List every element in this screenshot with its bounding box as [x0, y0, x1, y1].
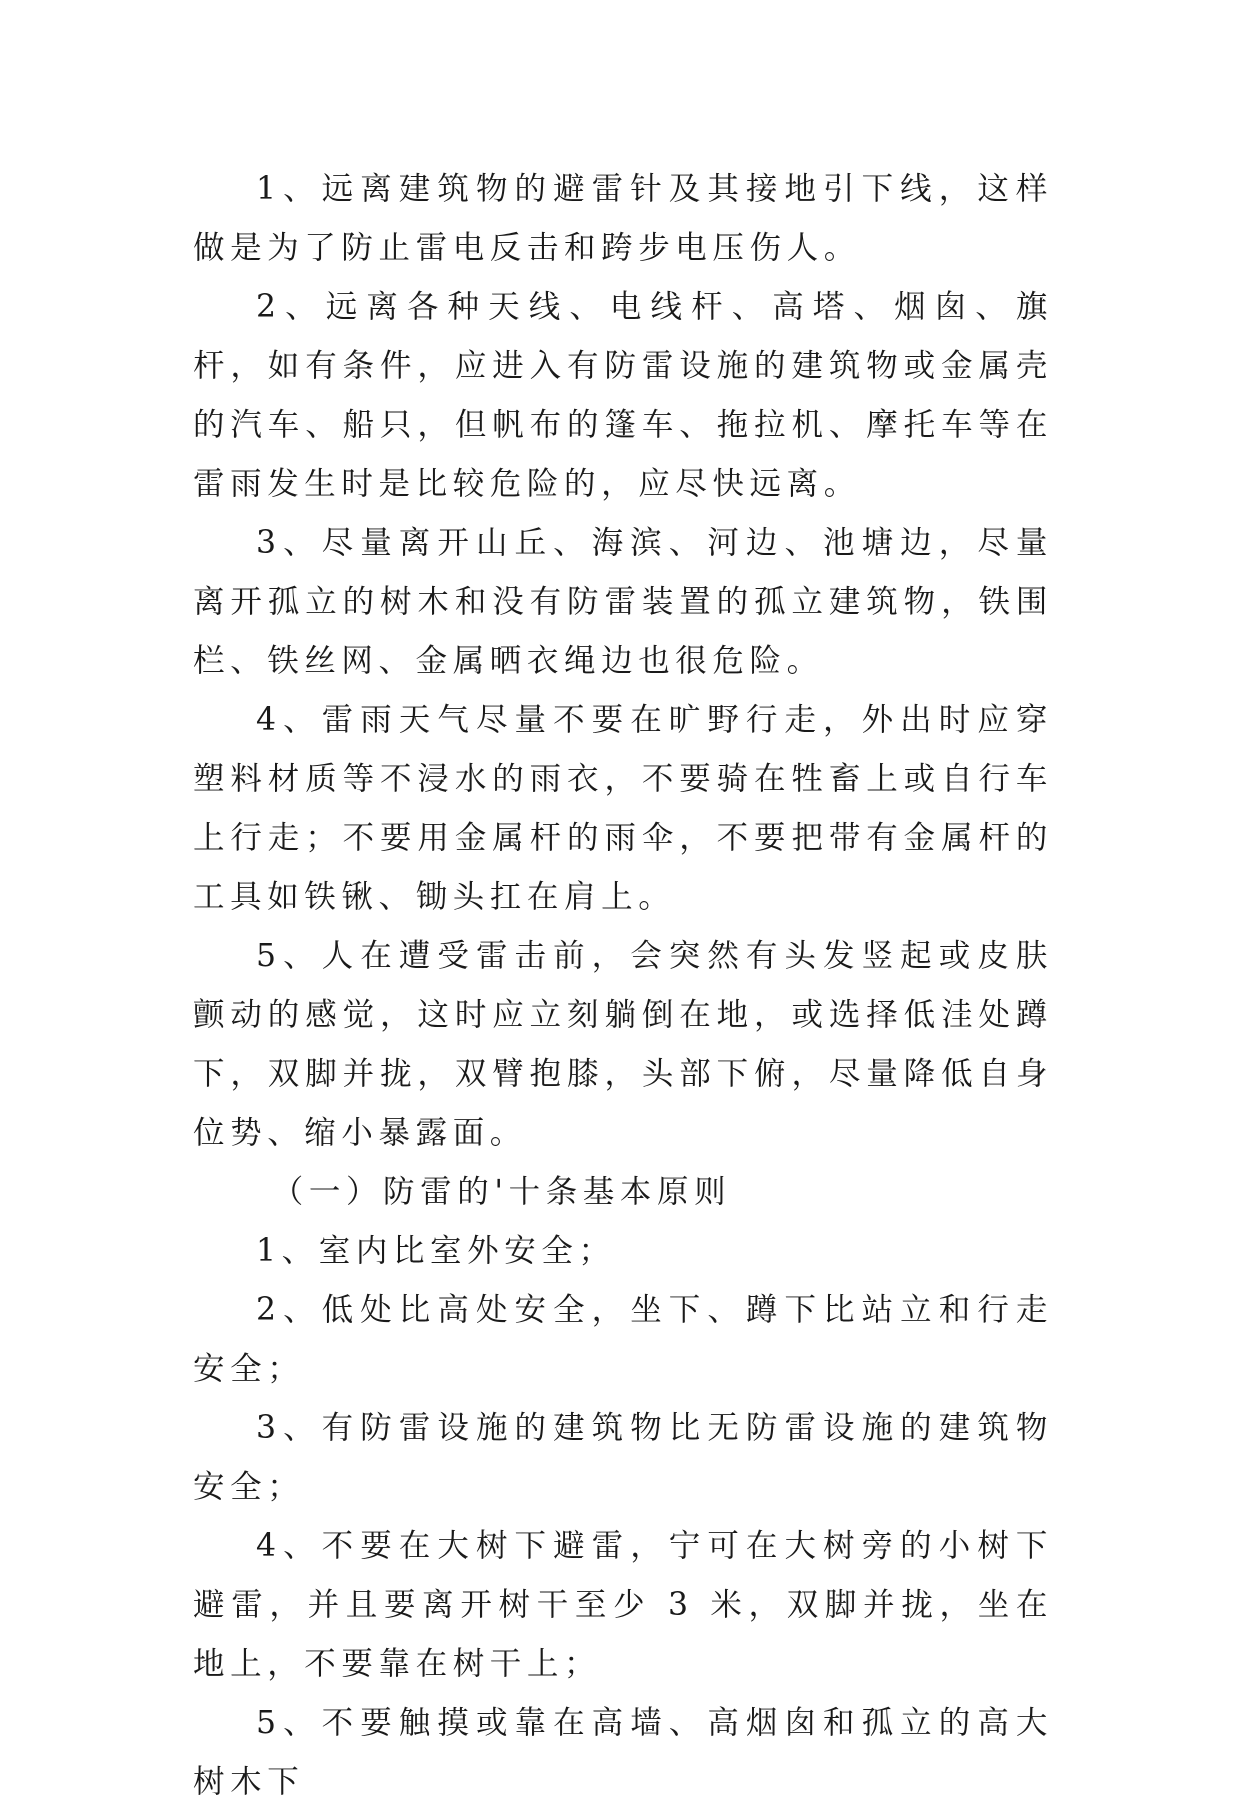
- principle-1: 1、室内比室外安全；: [256, 1233, 616, 1269]
- paragraph-3: 3、尽量离开山丘、海滨、河边、池塘边，尽量离开孤立的树木和没有防雷装置的孤立建筑物，铁围栏、铁丝网、金属晒衣绳边也很危险。: [193, 525, 1053, 679]
- principle-3: 3、有防雷设施的建筑物比无防雷设施的建筑物安全；: [193, 1410, 1053, 1505]
- principle-5: 5、不要触摸或靠在高墙、高烟囱和孤立的高大树木下: [193, 1705, 1053, 1800]
- document-body: [193, 160, 1053, 1812]
- principle-2: 2、低处比高处安全，坐下、蹲下比站立和行走安全；: [193, 1292, 1053, 1387]
- paragraph-5: 5、人在遭受雷击前，会突然有头发竖起或皮肤颤动的感觉，这时应立刻躺倒在地，或选择低洼处蹲下，双脚并拢，双臂抱膝，头部下俯，尽量降低自身位势、缩小暴露面。: [193, 938, 1053, 1151]
- paragraph-2: 2、远离各种天线、电线杆、高塔、烟囱、旗杆，如有条件，应进入有防雷设施的建筑物或金属壳的汽车、船只，但帆布的篷车、拖拉机、摩托车等在雷雨发生时是比较危险的，应尽快远离。: [193, 289, 1053, 502]
- paragraph-4: 4、雷雨天气尽量不要在旷野行走，外出时应穿塑料材质等不浸水的雨衣，不要骑在牲畜上或自行车上行走；不要用金属杆的雨伞，不要把带有金属杆的工具如铁锹、锄头扛在肩上。: [193, 702, 1053, 915]
- paragraph-1: 1、远离建筑物的避雷针及其接地引下线，这样做是为了防止雷电反击和跨步电压伤人。: [193, 171, 1053, 266]
- principle-4: 4、不要在大树下避雷，宁可在大树旁的小树下避雷，并且要离开树干至少 3 米，双脚并拢，坐在地上，不要靠在树干上；: [193, 1528, 1053, 1682]
- section-heading: （一）防雷的'十条基本原则: [271, 1174, 732, 1210]
